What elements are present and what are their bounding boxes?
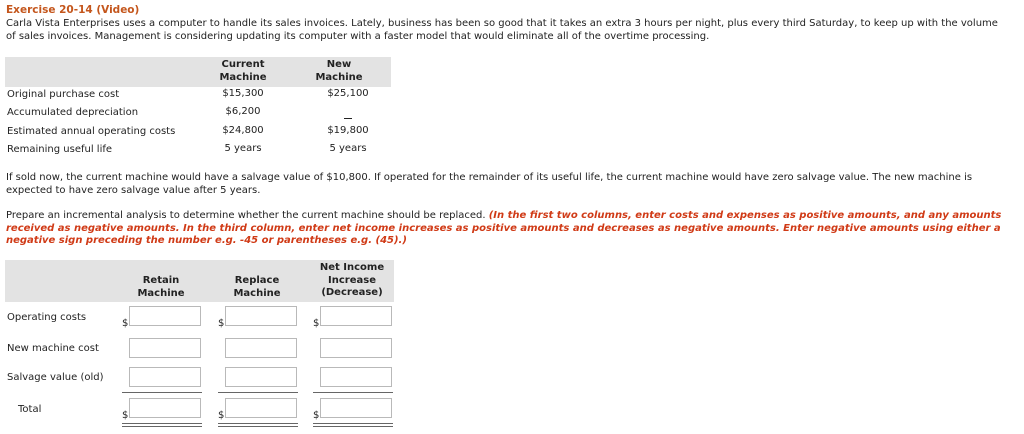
total-double-rule <box>313 423 393 424</box>
retain-new-machine-cost-input[interactable] <box>129 338 201 358</box>
total-double-rule <box>313 426 393 427</box>
net-total-input[interactable] <box>320 398 392 418</box>
total-double-rule <box>218 426 298 427</box>
col-header-new-machine: New Machine <box>315 59 363 83</box>
cell-current-operating-costs: $24,800 <box>222 125 264 136</box>
total-double-rule <box>122 423 202 424</box>
col-header-retain-machine: Retain Machine <box>137 275 185 299</box>
net-new-machine-cost-input[interactable] <box>320 338 392 358</box>
col-header-net-income: Net Income Increase (Decrease) <box>319 262 385 298</box>
col-header-replace-machine: Replace Machine <box>233 275 281 299</box>
instructions-emphasis-line: negative sign preceding the number e.g. -45 or parentheses e.g. (45).) <box>6 235 407 246</box>
row-label-original-cost: Original purchase cost <box>7 89 120 100</box>
cell-new-useful-life: 5 years <box>329 143 367 154</box>
retain-total-input[interactable] <box>129 398 201 418</box>
instructions-emphasis-line: received as negative amounts. In the third column, enter net income increases as positive amounts and decreases as negative amounts. Enter negative amounts using either a <box>6 222 1001 234</box>
retain-operating-costs-input[interactable] <box>129 306 201 326</box>
row-label-salvage-value: Salvage value (old) <box>7 372 104 383</box>
instructions-emphasis: (In the first two columns, enter costs and expenses as positive amounts, and any amounts <box>488 210 1002 221</box>
row-label-operating-costs: Estimated annual operating costs <box>7 126 176 137</box>
cell-new-accumulated-depreciation <box>344 118 352 119</box>
total-double-rule <box>122 426 202 427</box>
net-salvage-value-input[interactable] <box>320 367 392 387</box>
replace-salvage-value-input[interactable] <box>225 367 297 387</box>
col-header-current-machine: Current Machine <box>219 59 267 83</box>
currency-symbol: $ <box>122 318 129 329</box>
instructions-plain: Prepare an incremental analysis to determine whether the current machine should be replaced. <box>6 210 486 221</box>
cell-current-useful-life: 5 years <box>224 143 262 154</box>
total-double-rule <box>218 423 298 424</box>
cell-current-accumulated-depreciation: $6,200 <box>225 106 261 117</box>
instructions-paragraph <box>6 210 1016 248</box>
net-operating-costs-input[interactable] <box>320 306 392 326</box>
salvage-line: expected to have zero salvage value after 5 years. <box>6 184 261 196</box>
salvage-line: If sold now, the current machine would have a salvage value of $10,800. If operated for the remainder of its useful life, the current machine would have zero salvage value. The new machine is <box>6 172 973 183</box>
currency-symbol: $ <box>218 318 225 329</box>
subtotal-rule <box>122 392 202 393</box>
row-label-new-machine-cost: New machine cost <box>7 343 99 354</box>
retain-salvage-value-input[interactable] <box>129 367 201 387</box>
salvage-paragraph <box>6 172 1016 197</box>
intro-paragraph <box>6 18 1016 43</box>
intro-line: Carla Vista Enterprises uses a computer to handle its sales invoices. Lately, business has been so good that it takes an extra 3 hours per night, plus every third Saturday, to keep up with the volume <box>6 18 998 29</box>
subtotal-rule <box>313 392 393 393</box>
cell-new-operating-costs: $19,800 <box>327 125 369 136</box>
replace-total-input[interactable] <box>225 398 297 418</box>
currency-symbol: $ <box>313 318 320 329</box>
currency-symbol: $ <box>122 410 129 421</box>
cell-new-original-cost: $25,100 <box>327 88 369 99</box>
row-label-total: Total <box>18 404 42 415</box>
row-label-useful-life: Remaining useful life <box>7 144 113 155</box>
replace-operating-costs-input[interactable] <box>225 306 297 326</box>
exercise-title: Exercise 20-14 (Video) <box>6 4 140 16</box>
intro-line: of sales invoices. Management is considering updating its computer with a faster model that would eliminate all of the overtime processing. <box>6 30 710 42</box>
subtotal-rule <box>218 392 298 393</box>
currency-symbol: $ <box>218 410 225 421</box>
row-label-accumulated-depreciation: Accumulated depreciation <box>7 107 139 118</box>
currency-symbol: $ <box>313 410 320 421</box>
row-label-operating-costs: Operating costs <box>7 312 87 323</box>
replace-new-machine-cost-input[interactable] <box>225 338 297 358</box>
cell-current-original-cost: $15,300 <box>222 88 264 99</box>
